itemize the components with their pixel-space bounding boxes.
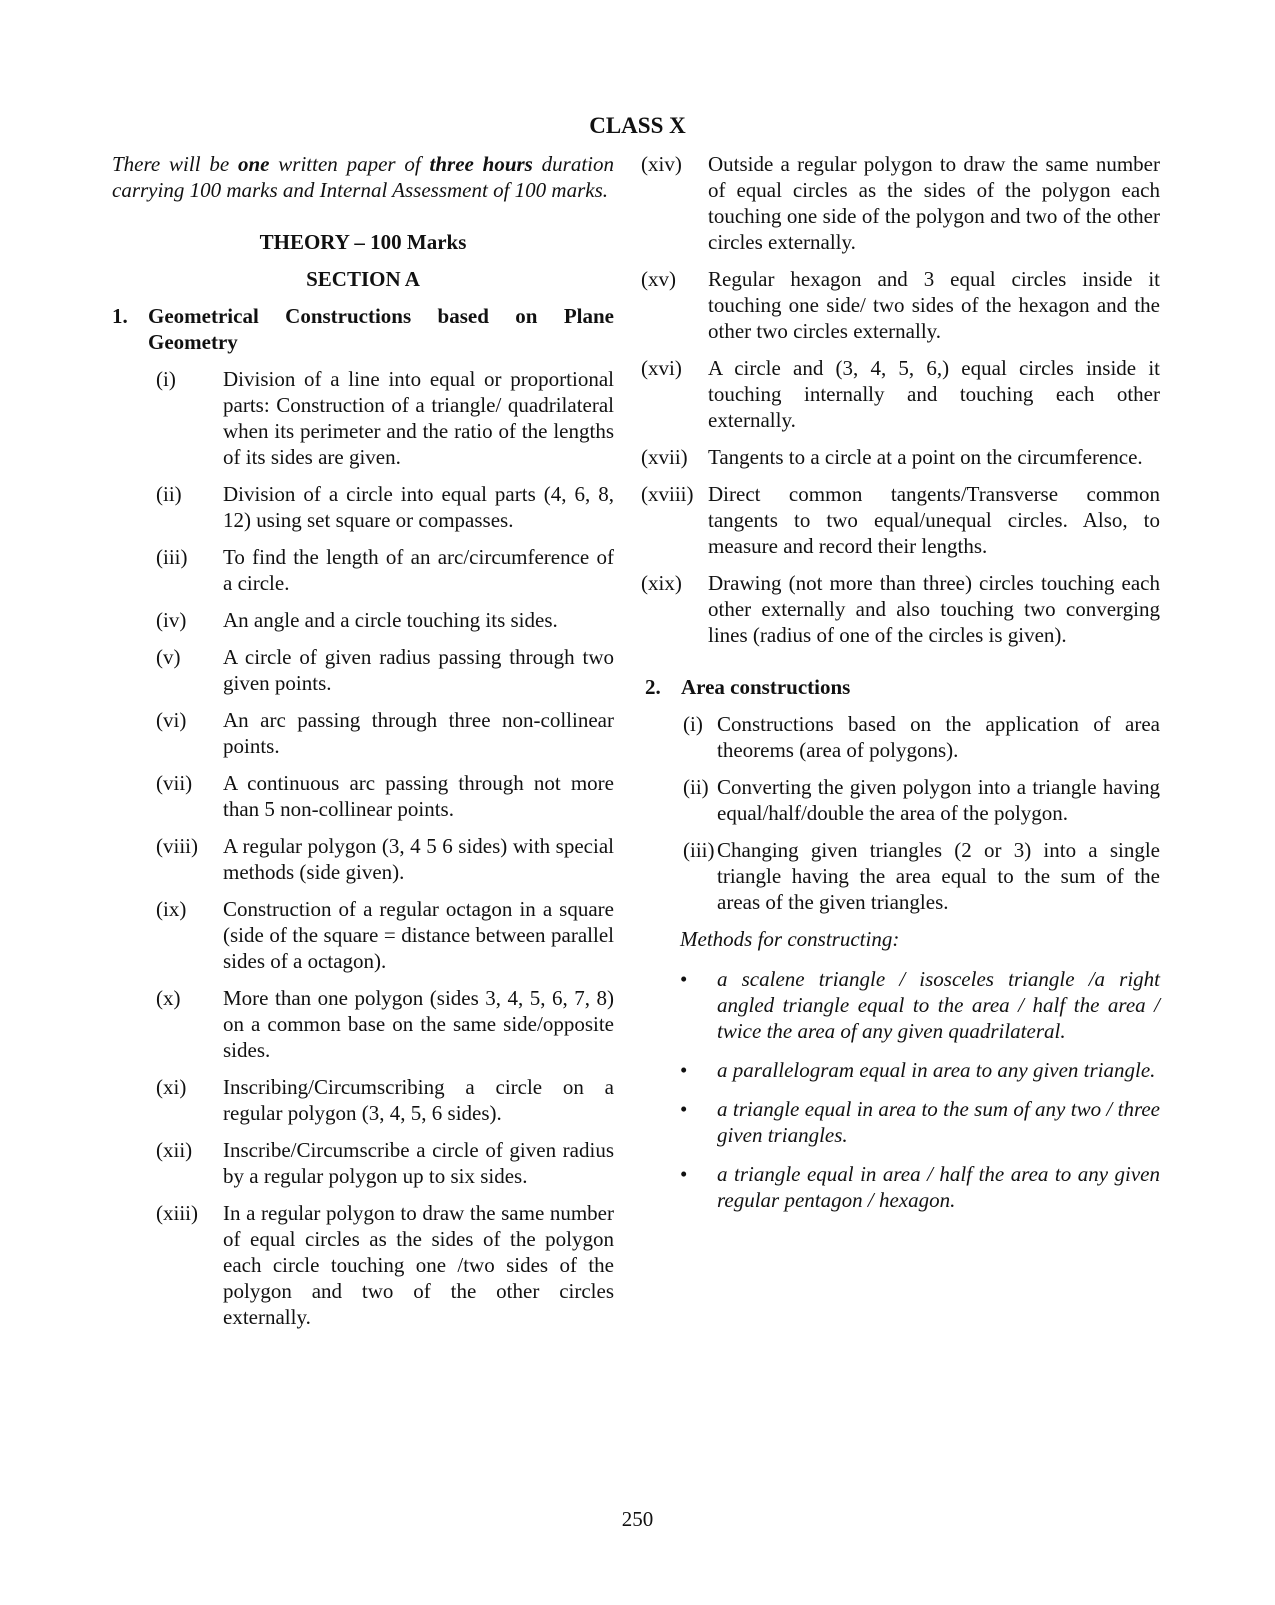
item-text: An angle and a circle touching its sides. [223,608,558,632]
list-item [645,837,1160,915]
list-item [112,985,614,1063]
item-number: (i) [156,367,176,391]
item-number: (viii) [156,834,198,858]
item-text: An arc passing through three non-collinear points. [223,708,614,758]
intro-text: duration carrying 100 marks and Internal Assessment of 100 marks. [112,152,615,202]
item-text: To find the length of an arc/circumference of a circle. [223,545,614,595]
item-number: (xix) [641,571,682,595]
item-number: (ii) [156,482,182,506]
item-text: Drawing (not more than three) circles touching each other externally and also touching two converging lines (radius of one of the circles is given). [708,571,1160,647]
item-text: Changing given triangles (2 or 3) into a single triangle having the area equal to the sum of the areas of the given triangles. [717,838,1160,914]
page-number: 250 [621,1507,654,1531]
topic-heading [645,674,1160,700]
right-column [641,151,1160,1226]
bullet-text: a triangle equal in area / half the area to any given regular pentagon / hexagon. [717,1162,1160,1212]
list-item [112,607,614,633]
list-item [112,644,614,696]
item-number: (iii) [683,838,715,862]
list-item [112,770,614,822]
section-heading: SECTION A [306,267,420,291]
list-item [611,481,1160,559]
item-text: Direct common tangents/Transverse common tangents to two equal/unequal circles. Also, to measure and record their lengths. [708,482,1160,558]
item-number: (iii) [156,545,188,569]
bullet-item [658,1096,1160,1148]
bullet-icon: • [680,1097,688,1121]
list-item [112,896,614,974]
item-number: (xviii) [641,482,694,506]
item-text: A circle and (3, 4, 5, 6,) equal circles inside it touching internally and touching each other externally. [708,356,1160,432]
item-number: (xiii) [156,1201,198,1225]
item-number: (vi) [156,708,187,732]
list-item [112,481,614,533]
list-item [611,266,1160,344]
left-column [112,151,614,1341]
list-item [611,355,1160,433]
item-text: A regular polygon (3, 4 5 6 sides) with special methods (side given). [223,834,614,884]
topic-title: Geometrical Constructions based on Plane Geometry [148,304,614,354]
bullet-item [658,1057,1160,1083]
methods-label: Methods for constructing: [680,927,900,951]
item-number: (i) [683,712,703,736]
item-text: Inscribing/Circumscribing a circle on a regular polygon (3, 4, 5, 6 sides). [223,1075,614,1125]
item-number: (iv) [156,608,187,632]
intro-emphasis: one [237,152,270,176]
item-number: (ix) [156,897,187,921]
intro-text: There will be [112,152,238,176]
list-item [611,151,1160,255]
construction-list-continued [611,151,1160,648]
item-number: (xvi) [641,356,682,380]
item-number: (xvii) [641,445,688,469]
topic-number: 2. [645,675,661,699]
list-item [112,366,614,470]
list-item [645,711,1160,763]
bullet-icon: • [680,1162,688,1186]
intro-paragraph [112,151,614,203]
topic-heading [112,303,614,355]
item-number: (ii) [683,775,709,799]
intro-emphasis: three hours [429,152,533,176]
item-text: In a regular polygon to draw the same number of equal circles as the sides of the polygon each circle touching one /two sides of the polygon and two of the other circles externally. [223,1201,614,1329]
list-item [112,1074,614,1126]
bullet-item [658,966,1160,1044]
item-number: (x) [156,986,181,1010]
list-item [611,444,1160,470]
list-item [611,570,1160,648]
page-title: CLASS X [589,113,686,138]
item-text: Construction of a regular octagon in a square (side of the square = distance between parallel sides of a octagon). [223,897,614,973]
theory-heading: THEORY – 100 Marks [259,230,467,254]
item-text: Constructions based on the application of area theorems (area of polygons). [717,712,1160,762]
item-text: Division of a line into equal or proportional parts: Construction of a triangle/ quadrilateral when its perimeter and the ratio of the lengths of its sides are given. [223,367,614,469]
item-text: Regular hexagon and 3 equal circles inside it touching one side/ two sides of the hexagon and the other two circles externally. [708,267,1160,343]
bullet-text: a scalene triangle / isosceles triangle /a right angled triangle equal to the area / half the area / twice the area of any given quadrilateral. [717,967,1160,1043]
area-construction-list [645,711,1160,915]
list-item [112,544,614,596]
item-text: A circle of given radius passing through two given points. [223,645,614,695]
topic-number: 1. [112,304,128,328]
item-text: Division of a circle into equal parts (4, 6, 8, 12) using set square or compasses. [223,482,614,532]
item-number: (xiv) [641,152,682,176]
item-number: (xii) [156,1138,193,1162]
list-item [645,774,1160,826]
item-number: (vii) [156,771,193,795]
item-number: (xi) [156,1075,187,1099]
list-item [112,1200,614,1330]
bullet-item [658,1161,1160,1213]
construction-list [112,366,614,1330]
intro-text: written paper of [269,152,430,176]
bullet-icon: • [680,1058,688,1082]
bullet-text: a triangle equal in area to the sum of any two / three given triangles. [717,1097,1160,1147]
methods-list [658,966,1160,1213]
item-number: (xv) [641,267,676,291]
list-item [112,707,614,759]
item-text: A continuous arc passing through not more than 5 non-collinear points. [223,771,614,821]
item-text: Inscribe/Circumscribe a circle of given radius by a regular polygon up to six sides. [223,1138,614,1188]
item-text: Outside a regular polygon to draw the same number of equal circles as the sides of the polygon each touching one side of the polygon and two of the other circles externally. [708,152,1160,254]
item-number: (v) [156,645,181,669]
item-text: Converting the given polygon into a triangle having equal/half/double the area of the polygon. [717,775,1160,825]
list-item [112,833,614,885]
bullet-text: a parallelogram equal in area to any given triangle. [717,1058,1156,1082]
list-item [112,1137,614,1189]
topic-title: Area constructions [681,675,851,699]
item-text: Tangents to a circle at a point on the circumference. [708,445,1143,469]
item-text: More than one polygon (sides 3, 4, 5, 6, 7, 8) on a common base on the same side/opposite sides. [223,986,614,1062]
bullet-icon: • [680,967,688,991]
